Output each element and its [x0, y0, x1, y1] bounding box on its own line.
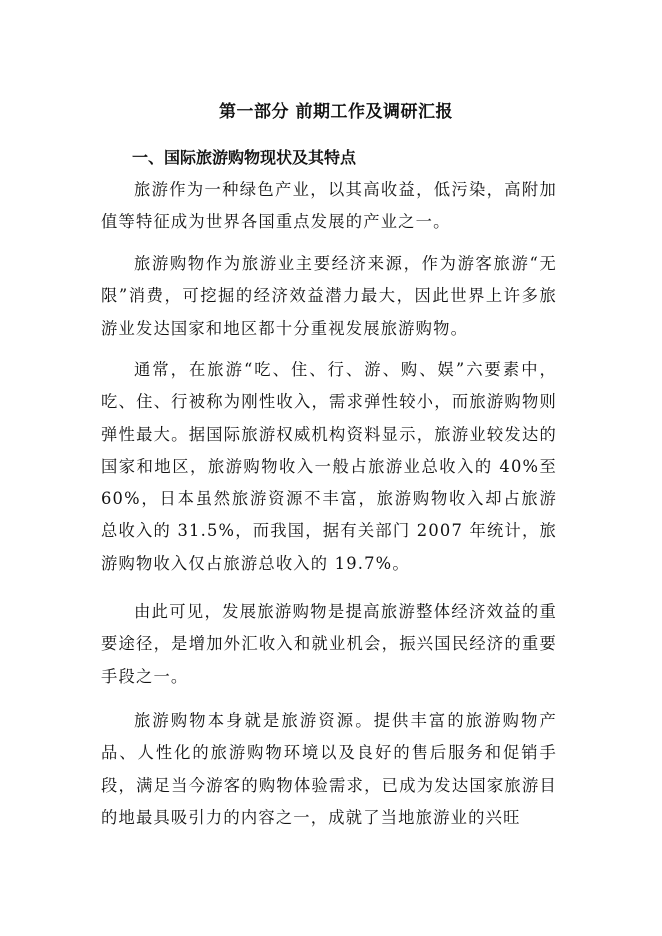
paragraph: 由此可见，发展旅游购物是提高旅游整体经济效益的重要途径，是增加外汇收入和就业机会，振兴国民经济的重要手段之一。 — [101, 602, 557, 686]
paragraph: 旅游作为一种绿色产业，以其高收益，低污染，高附加值等特征成为世界各国重点发展的产业之一。 — [101, 180, 557, 232]
paragraph: 旅游购物本身就是旅游资源。提供丰富的旅游购物产品、人性化的旅游购物环境以及良好的售后服务和促销手段，满足当今游客的购物体验需求，已成为发达国家旅游目的地最具吸引力的内容之一，成就了当地旅游业的兴旺 — [101, 711, 557, 827]
section-heading: 一、国际旅游购物现状及其特点 — [132, 148, 357, 167]
page-title: 第一部分 前期工作及调研汇报 — [219, 102, 453, 122]
paragraph: 旅游购物作为旅游业主要经济来源，作为游客旅游“无限”消费，可挖掘的经济效益潜力最大，因此世界上许多旅游业发达国家和地区都十分重视发展旅游购物。 — [101, 254, 557, 338]
paragraph: 通常，在旅游“吃、住、行、游、购、娱”六要素中，吃、住、行被称为刚性收入，需求弹性较小，而旅游购物则弹性最大。据国际旅游权威机构资料显示，旅游业较发达的国家和地区，旅游购物收入一般占旅游业总收入的 40%至 60%，日本虽然旅游资源不丰富，旅游购物收入却占旅游总收入的 31.5%，而我国，据有关部门 2007 年统计，旅游购物收入仅占旅游总收入的 19.7%。 — [101, 360, 557, 573]
